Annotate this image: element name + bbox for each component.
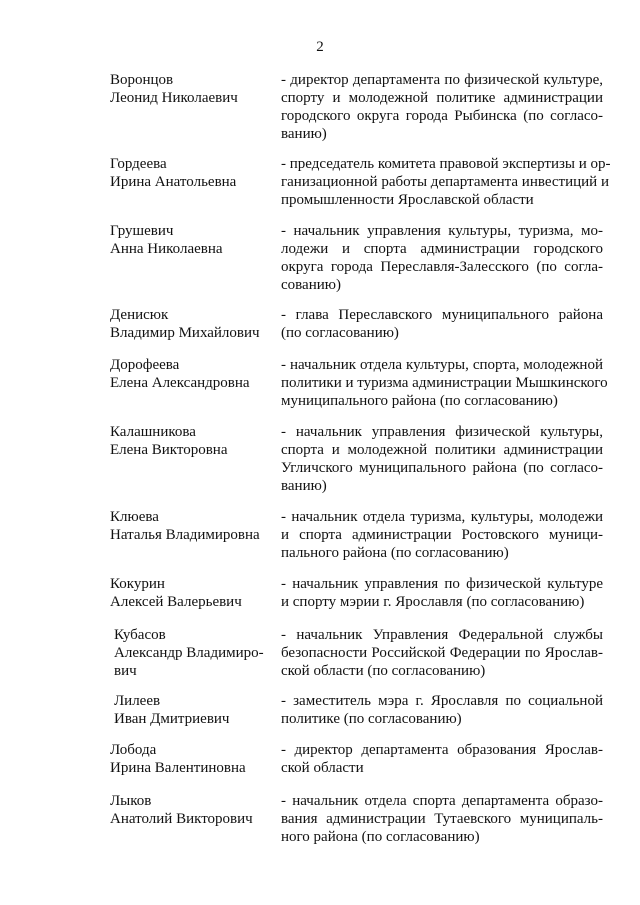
member-position-line: ской области [281, 760, 364, 776]
member-name-line: Анна Николаевна [110, 241, 223, 257]
member-name [110, 792, 280, 828]
member-position [281, 356, 608, 410]
member-position-line: - заместитель мэра г. Ярославля по социальной [281, 693, 603, 709]
member-position-line: спорта и молодежной политики администрации [281, 442, 603, 458]
member-position-line: - директор департамента по физической культуре, [281, 72, 603, 88]
member-position-line: - начальник управления по физической культуре [281, 576, 603, 592]
member-name-line: Иван Дмитриевич [114, 711, 230, 727]
member-name [110, 71, 280, 107]
member-name-line: вич [114, 663, 137, 679]
member-name [110, 356, 280, 392]
member-name-line: Лобода [110, 742, 157, 758]
member-position-line: Угличского муниципального района (по согласо- [281, 460, 603, 476]
member-position-line: сованию) [281, 277, 341, 293]
member-position [281, 508, 603, 562]
member-position-line: ванию) [281, 126, 327, 142]
member-name-line: Ирина Анатольевна [110, 174, 237, 190]
member-position [281, 222, 603, 294]
member-position-line: вания администрации Тутаевского муниципаль- [281, 811, 603, 827]
member-name-line: Кубасов [114, 627, 166, 643]
member-name [110, 508, 280, 544]
member-position-line: промышленности Ярославской области [281, 192, 534, 208]
member-position-line: - глава Переславского муниципального района [281, 307, 603, 323]
member-name-line: Калашникова [110, 424, 196, 440]
member-name-line: Гордеева [110, 156, 167, 172]
member-position-line: пального района (по согласованию) [281, 545, 509, 561]
member-name-line: Лилеев [114, 693, 161, 709]
member-name-line: Алексей Валерьевич [110, 594, 242, 610]
member-name [114, 626, 284, 680]
member-position-line: - директор департамента образования Ярослав- [281, 742, 603, 758]
member-name [110, 423, 280, 459]
member-position-line: ской области (по согласованию) [281, 663, 486, 679]
member-position [281, 575, 603, 611]
member-position-line: - начальник отдела спорта департамента образо- [281, 793, 603, 809]
member-position-line: - начальник управления физической культуры, [281, 424, 603, 440]
member-position [281, 71, 603, 143]
member-position-line: - начальник управления культуры, туризма, мо- [281, 223, 603, 239]
member-position-line: - начальник отдела туризма, культуры, молодежи [281, 509, 603, 525]
member-name [110, 741, 280, 777]
member-name-line: Елена Викторовна [110, 442, 228, 458]
member-position-line: ного района (по согласованию) [281, 829, 480, 845]
member-position [281, 741, 603, 777]
member-name [110, 575, 280, 611]
member-name-line: Александр Владимиро- [114, 645, 264, 661]
member-position [281, 692, 603, 728]
member-name-line: Анатолий Викторович [110, 811, 253, 827]
member-position-line: политике (по согласованию) [281, 711, 462, 727]
member-name-line: Дорофеева [110, 357, 180, 373]
member-name-line: Кокурин [110, 576, 165, 592]
member-name [110, 155, 280, 191]
member-position-line: и спорта администрации Ростовского муници- [281, 527, 603, 543]
member-position-line: муниципального района (по согласованию) [281, 393, 558, 409]
member-name-line: Елена Александровна [110, 375, 250, 391]
member-name-line: Леонид Николаевич [110, 90, 238, 106]
member-position-line: безопасности Российской Федерации по Ярослав- [281, 645, 603, 661]
member-position [281, 423, 603, 495]
member-position-line: лодежи и спорта администрации городского [281, 241, 603, 257]
member-name [110, 306, 280, 342]
member-name-line: Воронцов [110, 72, 174, 88]
member-position [281, 155, 611, 209]
member-name-line: Наталья Владимировна [110, 527, 260, 543]
member-position-line: городского округа города Рыбинска (по согласо- [281, 108, 603, 124]
page-number: 2 [316, 39, 324, 55]
member-position-line: и спорту мэрии г. Ярославля (по согласованию) [281, 594, 585, 610]
member-name [110, 222, 280, 258]
member-position-line: ганизационной работы департамента инвестиций и [281, 174, 609, 190]
member-position-line: - начальник Управления Федеральной службы [281, 627, 603, 643]
member-name-line: Ирина Валентиновна [110, 760, 246, 776]
member-name-line: Лыков [110, 793, 152, 809]
member-position-line: - председатель комитета правовой экспертизы и ор- [281, 156, 611, 172]
member-position-line: спорту и молодежной политике администрации [281, 90, 603, 106]
member-name-line: Владимир Михайлович [110, 325, 260, 341]
member-name [114, 692, 284, 728]
member-name-line: Грушевич [110, 223, 174, 239]
member-name-line: Денисюк [110, 307, 169, 323]
member-position-line: (по согласованию) [281, 325, 399, 341]
member-position-line: округа города Переславля-Залесского (по согла- [281, 259, 603, 275]
member-position-line: - начальник отдела культуры, спорта, молодежной [281, 357, 603, 373]
member-position-line: ванию) [281, 478, 327, 494]
member-position [281, 792, 603, 846]
member-position [281, 626, 603, 680]
member-name-line: Клюева [110, 509, 159, 525]
member-position [281, 306, 603, 342]
member-position-line: политики и туризма администрации Мышкинского [281, 375, 608, 391]
